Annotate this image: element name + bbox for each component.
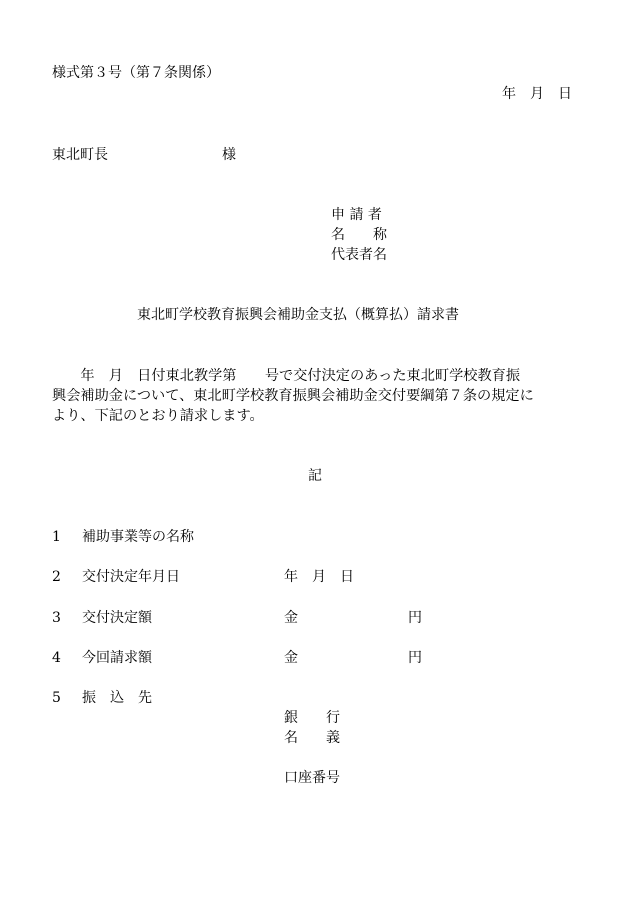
item-4-number: 4	[52, 650, 61, 666]
item-2-value: 年 月 日	[284, 569, 354, 585]
item-3-prefix: 金	[284, 610, 298, 626]
form-number: 様式第３号（第７条関係）	[52, 65, 220, 81]
bank-account-number-label: 口座番号	[284, 770, 340, 786]
item-1-label: 補助事業等の名称	[82, 529, 194, 545]
applicant-label: 申 請 者	[331, 207, 382, 223]
applicant-representative-label: 代表者名	[331, 247, 387, 263]
body-line-3: より、下記のとおり請求します。	[52, 408, 264, 424]
item-2-label: 交付決定年月日	[82, 569, 180, 585]
item-1-number: 1	[52, 529, 61, 545]
addressee-name: 東北町長	[52, 147, 108, 163]
item-5-label: 振 込 先	[82, 690, 152, 706]
item-4-label: 今回請求額	[82, 650, 152, 666]
item-4-prefix: 金	[284, 650, 298, 666]
body-paragraph	[52, 366, 592, 426]
item-2-number: 2	[52, 569, 61, 585]
date-line: 年 月 日	[502, 86, 572, 102]
document-title: 東北町学校教育振興会補助金支払（概算払）請求書	[137, 307, 459, 323]
bank-account-name-label: 名 義	[284, 730, 340, 746]
body-line-1: 年 月 日付東北教学第 号で交付決定のあった東北町学校教育振	[52, 368, 521, 384]
item-3-suffix: 円	[408, 610, 422, 626]
ki-heading: 記	[308, 468, 322, 484]
addressee-honorific: 様	[222, 147, 236, 163]
item-3-number: 3	[52, 610, 61, 626]
item-4-suffix: 円	[408, 650, 422, 666]
item-5-number: 5	[52, 690, 61, 706]
bank-label: 銀 行	[284, 710, 340, 726]
item-3-label: 交付決定額	[82, 610, 152, 626]
applicant-name-label: 名 称	[331, 227, 387, 243]
body-line-2: 興会補助金について、東北町学校教育振興会補助金交付要綱第７条の規定に	[52, 388, 534, 404]
